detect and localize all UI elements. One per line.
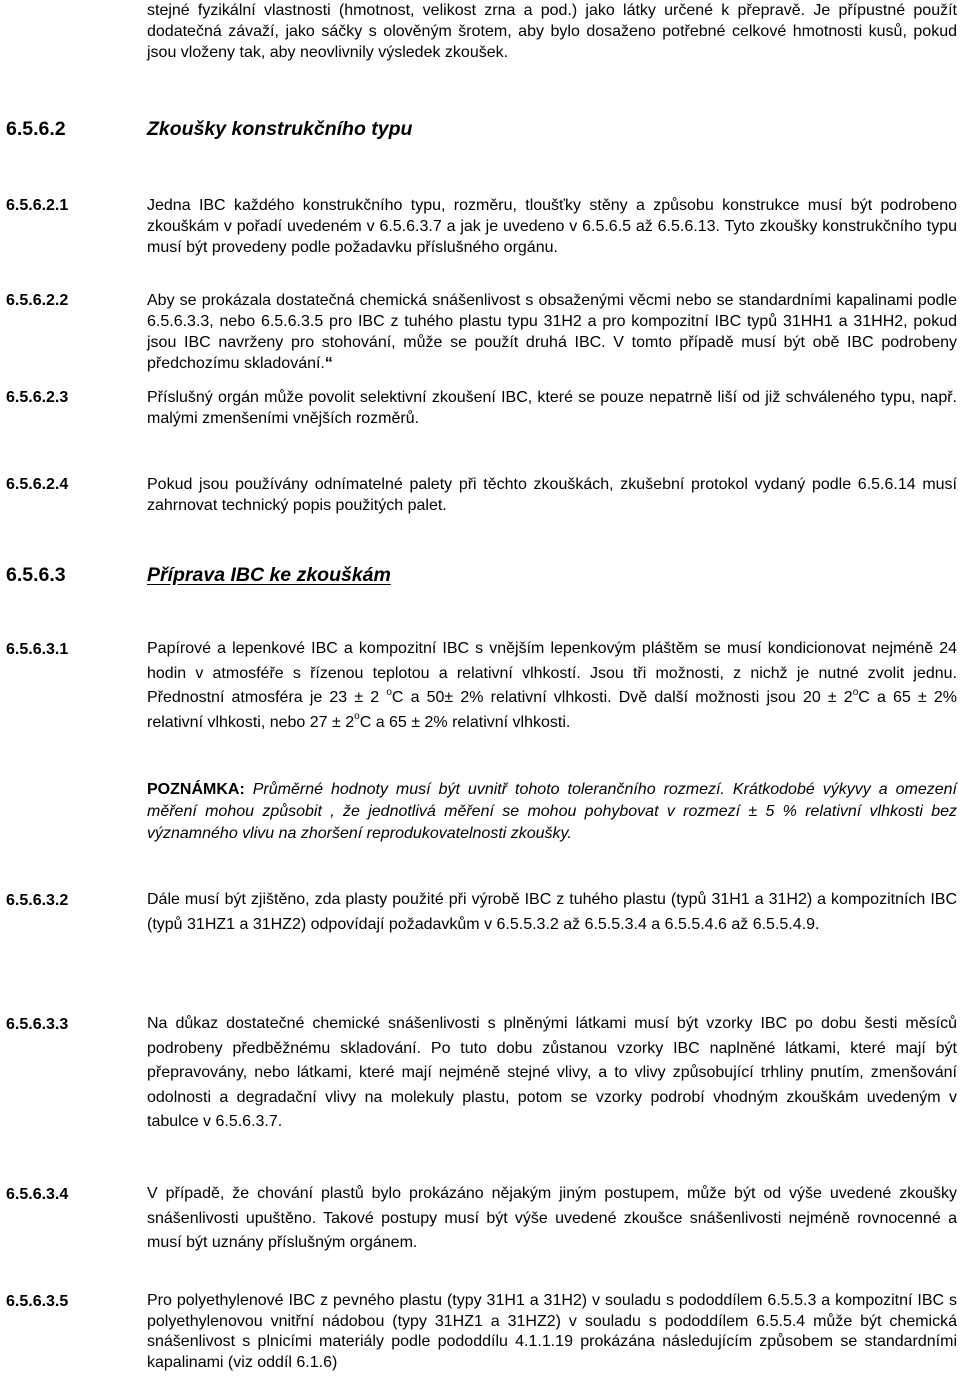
paragraph-number: 6.5.6.2.3 [6,389,69,406]
paragraph-number: 6.5.6.2.2 [6,292,69,309]
paragraph-text: Pro polyethylenové IBC z pevného plastu (typy 31H1 a 31H2) v souladu s pododdílem 6.5.5.3 a kompozitní IBC s polyethylenovou vnitřní nádobou (typy 31HZ1 a 31HZ2) v souladu s pododdílem 6.5.5.4 může být chemická snášenlivost s plnicími materiály podle pododdílu 4.1.1.19 prokázána následujícím způsobem se standardními kapalinami (viz oddíl 6.1.6) [147,1292,957,1371]
degree-sup: o [852,686,859,698]
intro-paragraph [147,0,957,63]
degree-sup: o [354,711,360,723]
paragraph-body: C a 65 ± 2% relativní vlhkosti, nebo 27 ± 2 [147,689,958,731]
degree-sup: o [386,686,392,698]
paragraph-number: 6.5.6.2.4 [6,476,69,493]
section-number: 6.5.6.3 [6,564,66,586]
paragraph-text: Příslušný orgán může povolit selektivní zkoušení IBC, které se pouze nepatrně liší od již schváleného typu, např. malými zmenšeními vnějších rozměrů. [147,389,957,427]
note-paragraph [147,779,957,845]
paragraph-number: 6.5.6.3.3 [6,1016,69,1033]
section-number: 6.5.6.2 [6,118,66,140]
paragraph-text: Pokud jsou používány odnímatelné palety při těchto zkouškách, zkušební protokol vydaný podle 6.5.6.14 musí zahrnovat technický popis použitých palet. [147,476,957,514]
intro-line-2: použít dodatečná závaží, jako sáčky s olověným šrotem, aby bylo dosaženo potřebné celkové [147,2,957,40]
paragraph-body: Papírové a lepenkové IBC a kompozitní IBC s vnějším lepenkovým pláštěm se musí kondicionovat nejméně 24 hodin v atmosféře s řízenou teplotou a relativní vlhkostí. Jsou tři možnosti, z nichž je nutné zvolit jednu. Přednostní atmosféra je 23 ± 2 [147,640,957,706]
paragraph-text: Na důkaz dostatečné chemické snášenlivosti s plněnými látkami musí být vzorky IBC po dobu šesti měsíců podrobeny předběžnému skladování. Po tuto dobu zůstanou vzorky IBC naplněné látkami, které mají být přepravovány, nebo látkami, které mají nejméně stejné vlivy, a to vlivy způsobující trhliny pnutím, zmenšování odolnosti a degradační vlivy na molekuly plastu, potom se vzorky podrobí vhodným zkouškám uvedeným v tabulce v 6.5.6.3.7. [147,1015,957,1130]
paragraph-body: C a 65 ± 2% relativní vlhkosti. [359,713,571,731]
paragraph-number: 6.5.6.3.5 [6,1293,69,1310]
paragraph-number: 6.5.6.3.1 [6,641,69,658]
quote-mark: “ [324,355,333,372]
note-label: POZNÁMKA: [147,781,245,798]
paragraph-number: 6.5.6.2.1 [6,197,69,214]
paragraph-text: Jedna IBC každého konstrukčního typu, rozměru, tloušťky stěny a způsobu konstrukce musí být podrobeno zkouškám v pořadí uvedeném v 6.5.6.3.7 a jak je uvedeno v 6.5.6.5 až 6.5.6.13. Tyto zkoušky konstrukčního typu musí být provedeny podle požadavku příslušného orgánu. [147,197,957,256]
paragraph-text: V případě, že chování plastů bylo prokázáno nějakým jiným postupem, může být od výše uvedené zkoušky snášenlivosti upuštěno. Takové postupy musí být výše uvedené zkoušce snášenlivosti nejméně rovnocenné a musí být uznány příslušným orgánem. [147,1185,957,1251]
section-title: Příprava IBC ke zkouškám [147,564,391,586]
paragraph-body: Aby se prokázala dostatečná chemická snášenlivost s obsaženými věcmi nebo se standardními kapalinami podle 6.5.6.3.3, nebo 6.5.6.3.5 pro IBC z tuhého plastu typu 31H2 a pro kompozitní IBC typů 31HH1 a 31HH2, pokud jsou IBC navrženy pro stohování, může se použít druhá IBC. V tomto případě musí být obě IBC podrobeny předchozímu skladování. [147,292,957,372]
paragraph-number: 6.5.6.3.4 [6,1186,69,1203]
paragraph-number: 6.5.6.3.2 [6,892,69,909]
note-text: Průměrné hodnoty musí být uvnitř tohoto tolerančního rozmezí. Krátkodobé výkyvy a omezení měření mohou způsobit , že jednotlivá měření se mohou pohybovat v rozmezí ± 5 % relativní vlhkosti bez významného vlivu na zhoršení reprodukovatelnosti zkoušky. [147,781,957,842]
paragraph-text [147,290,957,374]
intro-line-1: stejné fyzikální vlastnosti (hmotnost, velikost zrna a pod.) jako látky určené k přepravě. Je přípustné [147,2,906,19]
paragraph-body: C a 50± 2% relativní vlhkosti. Dvě další možnosti jsou 20 ± 2 [391,689,853,706]
paragraph-text [147,637,957,735]
intro-line-3: hmotnosti kusů, pokud jsou vloženy tak, aby neovlivnily výsledek zkoušek. [147,23,958,61]
paragraph-text: Dále musí být zjištěno, zda plasty použité při výrobě IBC z tuhého plastu (typů 31H1 a 31H2) a kompozitních IBC (typů 31HZ1 a 31HZ2) odpovídají požadavkům v 6.5.5.3.2 až 6.5.5.3.4 a 6.5.5.4.6 až 6.5.5.4.9. [147,891,957,933]
section-title: Zkoušky konstrukčního typu [147,118,413,140]
